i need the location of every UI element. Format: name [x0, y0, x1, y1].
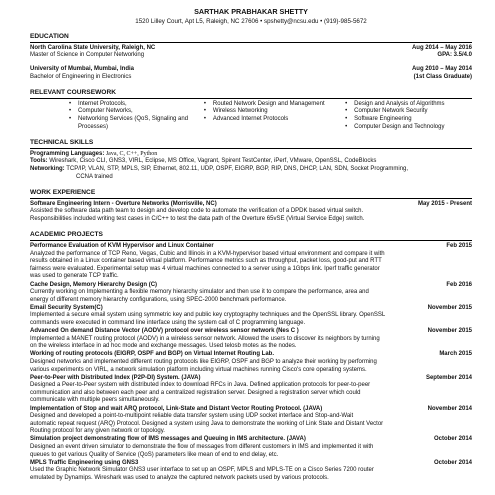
- project-line: Routing protocol for any given network or topology.: [30, 428, 165, 435]
- course-item: • Internet Protocols,: [78, 101, 195, 109]
- job-dates: May 2015 - Present: [417, 200, 472, 207]
- skill-label: Programming Languages:: [30, 150, 105, 157]
- projects-list: [30, 243, 472, 482]
- project-line: Implemented a secure email system using symmetric key and public key cryptography techniques and the OpenSSL library. OpenSSL: [30, 312, 386, 319]
- education-dates: Aug 2010 – May 2014: [411, 65, 472, 72]
- project-title: Working of routing protocols (EIGRP, OSPF and BGP) on Virtual Internet Routing Lab.: [30, 351, 275, 358]
- skill-value: TCP/IP, VLAN, STP, MPLS, SIP, Ethernet, 802.11, UDP, OSPF, EIGRP, BGP, RIP, DNS, DHCP, LAN, SDN, Socket Programming,: [64, 165, 409, 172]
- degree: Bachelor of Engineering in Electronics: [30, 73, 132, 80]
- skill-value: Wireshark, Cisco CLI, GNS3, VIRL, Eclipse, MS Office, Vagrant, Spirent TestCenter, iPerf, VMware, OpenSSL, CodeBlocks: [47, 158, 377, 165]
- project-line: Currently working on Implementing a flexible memory hierarchy simulator and then use it to compare the performance, area and: [30, 289, 369, 296]
- project-date: March 2015: [439, 351, 472, 358]
- skills-block: [30, 151, 472, 181]
- project-date: Feb 2016: [446, 281, 472, 288]
- project-line: Implemented a MANET routing protocol (AODV) in a wireless sensor network. Allowed the users to discover its neighbors by turning: [30, 335, 380, 342]
- education-heading: EDUCATION: [30, 33, 472, 43]
- degree: Master of Science in Computer Networking: [30, 52, 145, 59]
- project-title: Performance Evaluation of KVM Hypervisor and Linux Container: [30, 243, 214, 250]
- project-title: MPLS Traffic Engineering using GNS3: [30, 459, 139, 466]
- education-entry: [30, 66, 472, 81]
- course-item: • Computer Network Security: [354, 108, 472, 116]
- project-line: queues to get various Quality of Service (QoS) parameters like mean of end to end delay, etc.: [30, 451, 279, 458]
- education-note: GPA: 3.5/4.0: [437, 52, 472, 59]
- project-date: Feb 2015: [446, 243, 472, 250]
- project-title: Advanced On demand Distance Vector (AODV) protocol over wireless sensor network (Nes C ): [30, 328, 299, 335]
- job-title: Software Engineering Intern - Overture Networks (Morrisville, NC): [30, 200, 217, 207]
- course-item: • Advanced Internet Protocols: [213, 116, 326, 124]
- project-entry: [30, 375, 472, 405]
- project-date: November 2014: [427, 405, 472, 412]
- school-name: University of Mumbai, Mumbai, India: [30, 65, 135, 72]
- project-line: was used to generate TCP traffic.: [30, 273, 119, 280]
- projects-heading: ACADEMIC PROJECTS: [30, 231, 472, 241]
- project-line: automatic repeat request (ARQ) Protocol. Designed a system using Java to demonstrate the working of Link State and Distant Vector: [30, 420, 384, 427]
- course-item: • Routed Network Design and Management: [213, 101, 326, 109]
- project-entry: [30, 436, 472, 459]
- project-entry: [30, 460, 472, 483]
- project-entry: [30, 282, 472, 305]
- project-entry: [30, 243, 472, 281]
- contact-info: 1520 Lilley Court, Apt L5, Raleigh, NC 27606 • spshetty@ncsu.edu • (919)-985-5672: [135, 17, 367, 25]
- project-date: October 2014: [433, 436, 472, 443]
- course-item: • Computer Design and Technology: [354, 124, 472, 132]
- project-entry: [30, 351, 472, 374]
- skill-label: Networking:: [30, 165, 65, 172]
- education-note: (1st Class Graduate): [413, 73, 472, 80]
- project-line: commands were executed in command line interface using the system call of C programming language.: [30, 320, 306, 326]
- skill-value: CCNA trained: [76, 173, 113, 180]
- project-line: Designed a Peer-to-Peer system with distributed index to download RFCs in Java. Defined application protocols for peer-to-peer: [30, 382, 371, 389]
- course-item: • Software Engineering: [354, 116, 472, 124]
- project-line: Designed and developed a point-to-multipoint reliable data transfer system using UDP socket interface and Stop-and-Wait: [30, 413, 354, 420]
- project-line: communicate with multiple peers simultaneously.: [30, 397, 160, 404]
- job-line: Assisted the software data path team to design and develop code to automate the verification of a DPDK based virtual switch.: [30, 208, 364, 215]
- project-date: October 2014: [433, 459, 472, 466]
- project-date: November 2015: [427, 328, 472, 335]
- project-title: Cache Design, Memory Hierarchy Design (C): [30, 281, 158, 288]
- coursework-heading: RELEVANT COURSEWORK: [30, 89, 472, 99]
- project-title: Peer-to-Peer with Distributed Index (P2P-DI) System. (JAVA): [30, 374, 201, 381]
- project-entry: [30, 406, 472, 436]
- project-line: emulated by Dynamips. Wireshark was used to analyze the captured network packets used by various protocols.: [30, 474, 329, 481]
- project-title: Simulation project demonstrating flow of IMS messages and Queuing in IMS architecture. (JAVA): [30, 436, 306, 443]
- project-date: September 2014: [425, 374, 472, 381]
- coursework-columns: [30, 101, 472, 131]
- education-dates: Aug 2014 – May 2016: [411, 44, 472, 51]
- project-line: on the wireless interface in ad hoc mode and exchange messages. Used telosb motes as the nodes.: [30, 343, 297, 350]
- course-item: • Computer Networks,: [78, 108, 195, 116]
- skills-heading: TECHNICAL SKILLS: [30, 139, 472, 149]
- project-line: energy of different memory hierarchy configurations, using SPEC-2000 benchmark performance.: [30, 296, 287, 303]
- school-name: North Carolina State University, Raleigh, NC: [30, 44, 156, 51]
- project-line: communication and also between each peer and a centralized registration server. Designed a registration server which could: [30, 389, 361, 396]
- course-item: • Networking Services (QoS, Signaling and Processes): [78, 116, 195, 131]
- work-entry: [30, 201, 472, 224]
- project-entry: [30, 305, 472, 328]
- resume-page: [30, 6, 472, 482]
- project-date: November 2015: [427, 304, 472, 311]
- project-title: Email Security System(C): [30, 304, 103, 311]
- project-line: Analyzed the performance of TCP Reno, Vegas, Cubic and Illinois in a KVM-hypervisor based virtual environment and compare it with: [30, 250, 385, 257]
- skill-value: Java, C, C++, Python: [104, 150, 158, 157]
- course-item: • Wireless Networking: [213, 108, 326, 116]
- project-title: Implementation of Stop and wait ARQ protocol, Link-State and Distant Vector Routing Protocol. (JAVA): [30, 405, 323, 412]
- education-entry: [30, 45, 472, 60]
- work-heading: WORK EXPERIENCE: [30, 189, 472, 199]
- project-line: Used the Graphic Network Simulator GNS3 user interface to set up an OSPF, MPLS and MPLS-TE on a Cisco Series 7200 router: [30, 467, 374, 474]
- skill-label: Tools:: [30, 158, 48, 165]
- course-item: • Design and Analysis of Algorithms: [354, 101, 472, 109]
- project-line: Designed an event driven simulator to demonstrate the flow of messages from different customers in IMS and implemented it with: [30, 444, 374, 450]
- project-line: fairness were evaluated. Experimental setup was 4 virtual machines connected to a server using a 1Gbps link. Iperf traffic generator: [30, 265, 380, 272]
- project-line: various experiments on VIRL, a network simulation platform including virtual machines running Cisco's core operating systems.: [30, 366, 367, 373]
- project-line: Designed networks and implemented different routing protocols like EIGRP, OSPF and BGP to analyze their working by performing: [30, 358, 377, 365]
- resume-name: SARTHAK PRABHAKAR SHETTY: [194, 7, 308, 16]
- job-line: Responsibilities included writing test cases in C/C++ to test the data path of the Overture 65vSE (Virtual Service Edge) switch.: [30, 215, 365, 222]
- project-line: results obtained in a Linux container based virtual platform. Performance metrics such as throughput, packet loss, good-put and RTT: [30, 258, 382, 265]
- project-entry: [30, 328, 472, 351]
